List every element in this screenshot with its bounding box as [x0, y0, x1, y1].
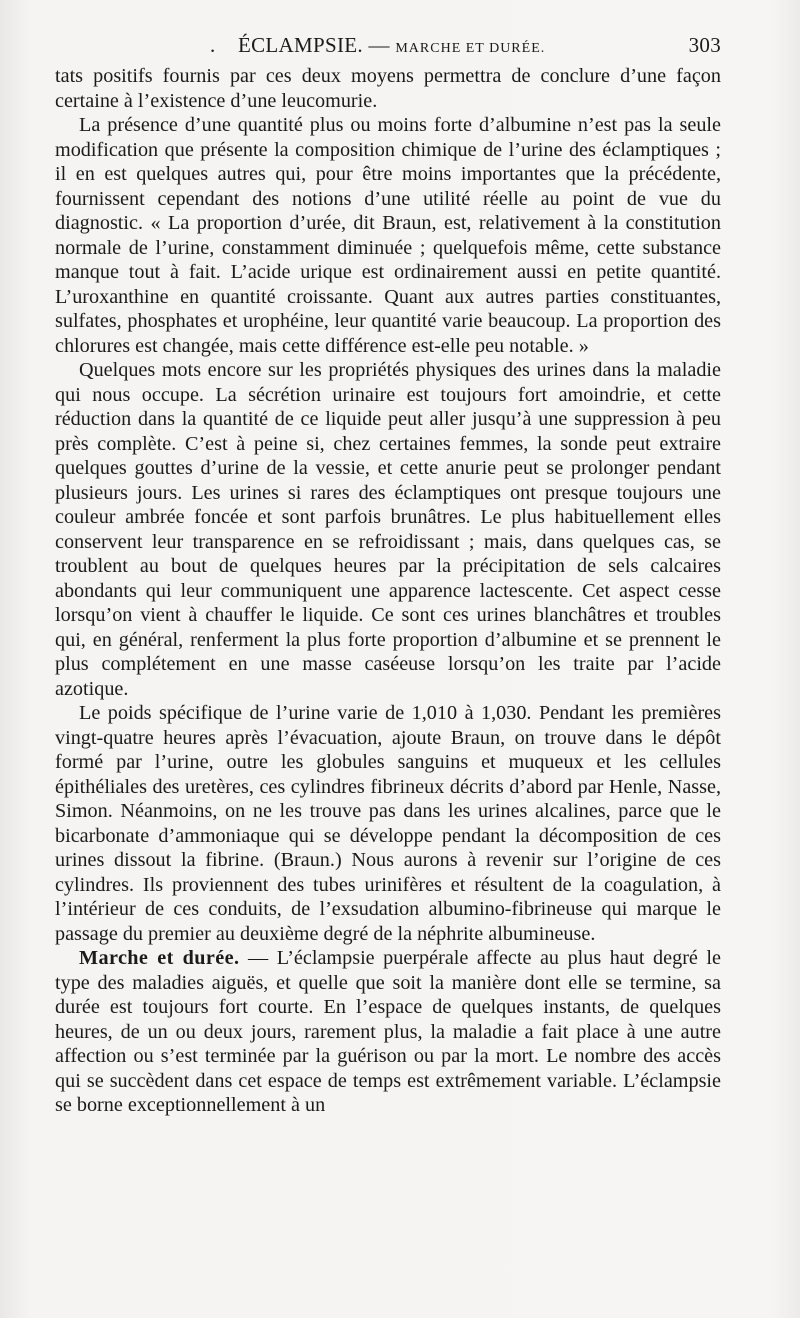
paragraph-3: Quelques mots encore sur les propriétés physiques des urines dans la maladie qui nous occupe. La sécrétion urinaire est toujours fort amoindrie, et cette réduction dans la quantité de ce liquide peut aller jusqu’à une suppression à peu près complète. C’est à peine si, chez certaines femmes, la sonde peut extraire quelques gouttes d’urine de la vessie, et cette anurie peut se prolonger pendant plusieurs jours. Les urines si rares des éclamptiques ont presque toujours une couleur ambrée foncée et sont parfois brunâtres. Le plus habituellement elles conservent leur transparence en se refroidissant ; mais, dans quelques cas, se troublent au bout de quelques heures par la précipitation de sels calcaires abondants qui leur communiquent une apparence lactescente. Cet aspect cesse lorsqu’on vient à chauffer le liquide. Ce sont ces urines blanchâtres et troubles qui, en général, renferment la plus forte proportion d’albumine et se prennent le plus complétement en une masse caséeuse lorsqu’on les traite par l’acide azotique. — [55, 359, 721, 700]
body-text — [55, 64, 721, 1118]
running-head-dot: . — [210, 33, 216, 57]
running-head-subtitle: MARCHE ET DURÉE. — [395, 41, 546, 56]
page-number: 303 — [688, 33, 721, 57]
running-head-title-main: ÉCLAMPSIE. — — [238, 33, 396, 57]
section-run-in-heading: Marche et durée. — [79, 947, 240, 969]
paragraph-5 — [55, 946, 721, 1118]
paragraph-4: Le poids spécifique de l’urine varie de 1,010 à 1,030. Pendant les premières vingt-quatre heures après l’évacuation, ajoute Braun, on trouve dans le dépôt formé par l’urine, outre les globules sanguins et muqueux et les cellules épithéliales des uretères, ces cylindres fibrineux décrits d’abord par Henle, Nasse, Simon. Néanmoins, on ne les trouve pas dans les urines alcalines, parce que le bicarbonate d’ammoniaque qui se développe pendant la décomposition de ces urines dissout la fibrine. (Braun.) Nous aurons à revenir sur l’origine de ces cylindres. Ils proviennent des tubes urinifères et résultent de la coagulation, à l’intérieur de ces conduits, de l’exsudation albumino-fibrineuse qui marque le passage du premier au deuxième degré de la néphrite albumineuse. — [55, 702, 721, 945]
running-head-title — [238, 33, 545, 58]
paragraph-5-text: — L’éclampsie puerpérale affecte au plus haut degré le type des maladies aiguës, et quelle que soit la manière dont elle se termine, sa durée est toujours fort courte. En l’espace de quelques instants, de quelques heures, de un ou deux jours, rarement plus, la maladie a fait place à une autre affection ou s’est terminée par la guérison ou par la mort. Le nombre des accès qui se succèdent dans cet espace de temps est extrêmement variable. L’éclampsie se borne exceptionnellement à un — [55, 947, 722, 1116]
running-head — [55, 33, 721, 63]
paragraph-2: La présence d’une quantité plus ou moins forte d’albumine n’est pas la seule modification que présente la composition chimique de l’urine des éclamptiques ; il en est quelques autres qui, pour être moins importantes que la précédente, fournissent cependant des notions d’une utilité réelle au point de vue du diagnostic. « La proportion d’urée, dit Braun, est, relativement à la constitution normale de l’urine, constamment diminuée ; quelquefois même, cette substance manque tout à fait. L’acide urique est ordinairement aussi en petite quantité. L’uroxanthine en quantité croissante. Quant aux autres parties constituantes, sulfates, phosphates et urophéine, leur quantité varie beaucoup. La proportion des chlorures est changée, mais cette différence est-elle peu notable. » — [55, 114, 721, 357]
paragraph-1: tats positifs fournis par ces deux moyens permettra de conclure d’une façon certaine à l’existence d’une leucomurie. — [55, 65, 721, 112]
